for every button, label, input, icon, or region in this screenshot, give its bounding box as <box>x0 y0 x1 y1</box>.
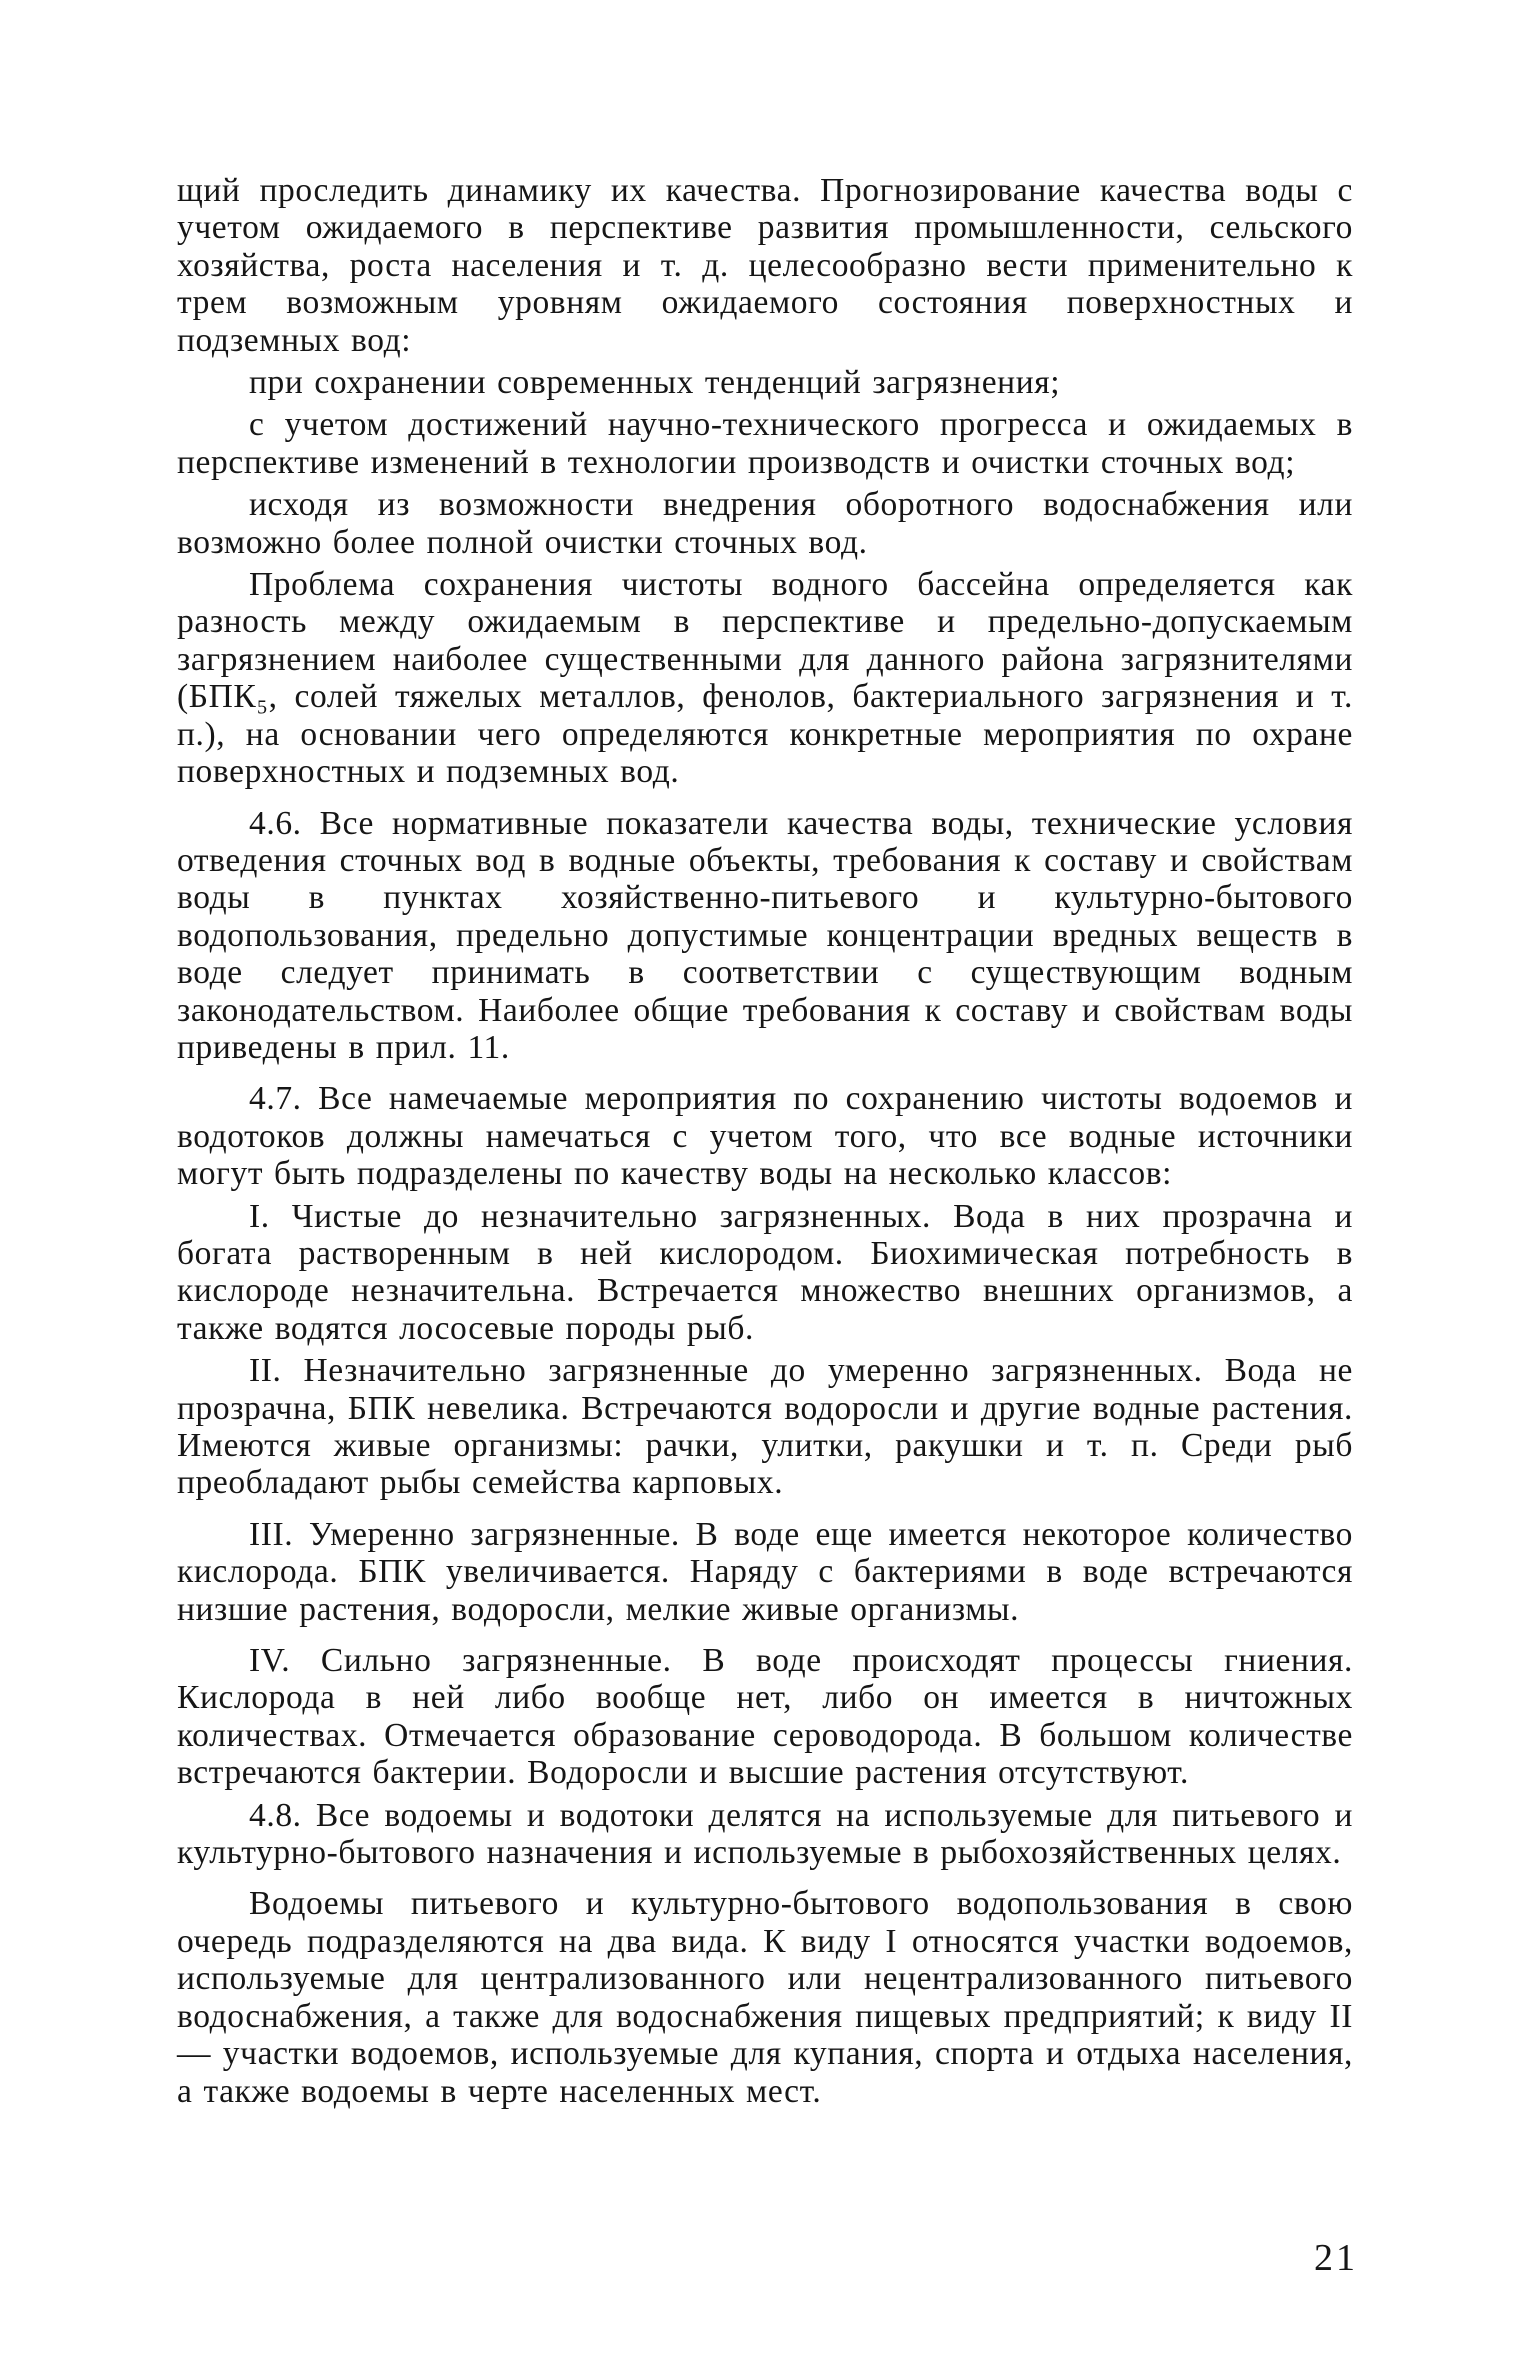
paragraph-class-1: I. Чистые до незначительно загрязненных. Вода в них прозрачна и богата растворенным в ней кислородом. Биохимическая потребность в кислороде незначительна. Встречается множество внешних организмов, а также водятся лососевые породы рыб. <box>177 1197 1353 1347</box>
paragraph-level-3: исходя из возможности внедрения оборотного водоснабжения или возможно более полной очистки сточных вод. <box>177 486 1353 561</box>
paragraph-continuation: щий проследить динамику их качества. Прогнозирование качества воды с учетом ожидаемого в перспективе развития промышленности, сельского хозяйства, роста населения и т. д. целесообразно вести применительно к трем возможным уровням ожидаемого состояния поверхностных и подземных вод: <box>177 172 1353 359</box>
paragraph-drinking-water: Водоемы питьевого и культурно-бытового водопользования в свою очередь подразделяются на два вида. К виду I относятся участки водоемов, используемые для централизованного или нецентрализованного питьевого водоснабжения, а также для водоснабжения пищевых предприятий; к виду II — участки водоемов, используемые для купания, спорта и отдыха населения, а также водоемы в черте населенных мест. <box>177 1885 1353 2110</box>
document-page <box>177 172 1353 2172</box>
paragraph-level-2: с учетом достижений научно-технического прогресса и ожидаемых в перспективе изменений в технологии производств и очистки сточных вод; <box>177 406 1353 481</box>
page-number: 21 <box>1314 2237 1358 2279</box>
paragraph-section-4-7: 4.7. Все намечаемые мероприятия по сохранению чистоты водоемов и водотоков должны намечаться с учетом того, что все водные источники могут быть подразделены по качеству воды на несколько классов: <box>177 1080 1353 1193</box>
paragraph-class-3: III. Умеренно загрязненные. В воде еще имеется некоторое количество кислорода. БПК увеличивается. Наряду с бактериями в воде встречаются низшие растения, водоросли, мелкие живые организмы. <box>177 1515 1353 1628</box>
paragraph-section-4-8: 4.8. Все водоемы и водотоки делятся на используемые для питьевого и культурно-бытового назначения и используемые в рыбохозяйственных целях. <box>177 1796 1353 1872</box>
paragraph-problem: Проблема сохранения чистоты водного бассейна определяется как разность между ожидаемым в перспективе и предельно-допускаемым загрязнением наиболее существенными для данного района загрязнителями (БПК₅, солей тяжелых металлов, фенолов, бактериального загрязнения и т. п.), на основании чего определяются конкретные мероприятия по охране поверхностных и подземных вод. <box>177 566 1353 791</box>
paragraph-level-1: при сохранении современных тенденций загрязнения; <box>249 364 1061 402</box>
paragraph-section-4-6: 4.6. Все нормативные показатели качества воды, технические условия отведения сточных вод в водные объекты, требования к составу и свойствам воды в пунктах хозяйственно-питьевого и культурно-бытового водопользования, предельно допустимые концентрации вредных веществ в воде следует принимать в соответствии с существующим водным законодательством. Наиболее общие требования к составу и свойствам воды приведены в прил. 11. <box>177 804 1353 1066</box>
paragraph-class-4: IV. Сильно загрязненные. В воде происходят процессы гниения. Кислорода в ней либо вообще нет, либо он имеется в ничтожных количествах. Отмечается образование сероводорода. В большом количестве встречаются бактерии. Водоросли и высшие растения отсутствуют. <box>177 1642 1353 1792</box>
paragraph-class-2: II. Незначительно загрязненные до умеренно загрязненных. Вода не прозрачна, БПК невелика. Встречаются водоросли и другие водные растения. Имеются живые организмы: рачки, улитки, ракушки и т. п. Среди рыб преобладают рыбы семейства карповых. <box>177 1352 1353 1502</box>
